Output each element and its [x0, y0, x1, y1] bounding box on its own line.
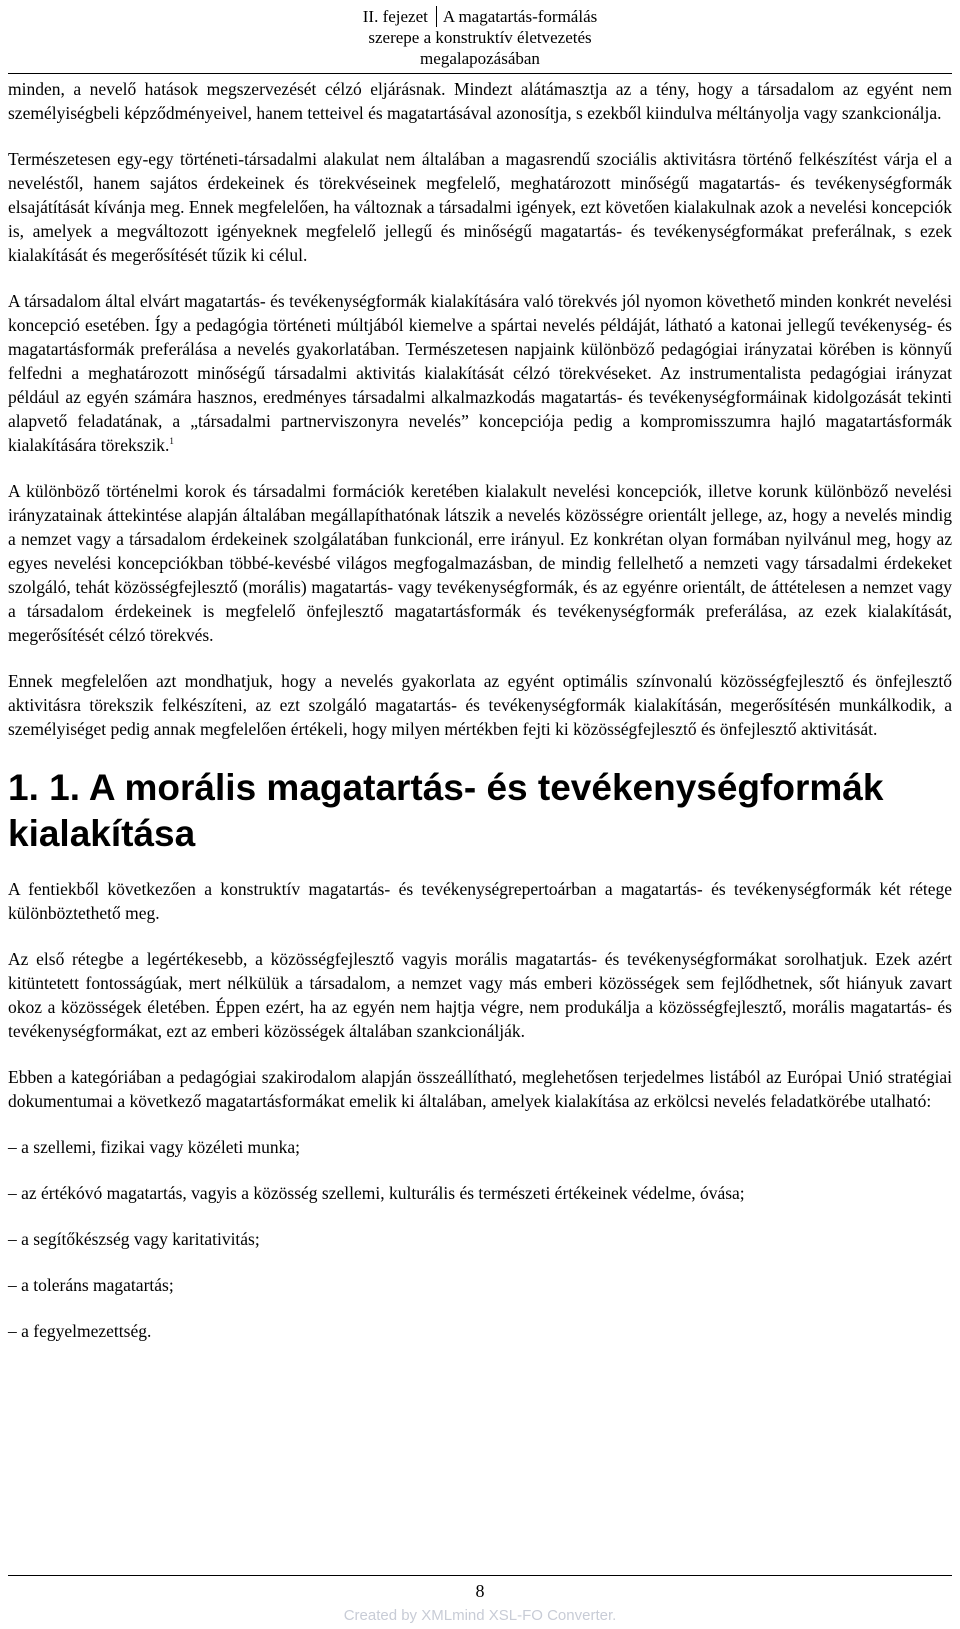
- list-item: – az értékóvó magatartás, vagyis a közösség szellemi, kulturális és természeti értékeinek védelme, óvása;: [8, 1183, 745, 1203]
- section-paragraph: Ebben a kategóriában a pedagógiai szakirodalom alapján összeállítható, meglehetősen terjedelmes listából az Európai Unió stratégiai dokumentumai a következő magatartásformákat emelik ki általában, amelyek kialakítása az erkölcsi nevelés feladatkörébe utalható:: [8, 1067, 952, 1111]
- page-number: 8: [475, 1581, 485, 1601]
- list-item: – a toleráns magatartás;: [8, 1275, 174, 1295]
- running-header: [0, 6, 960, 69]
- page-content: [8, 77, 952, 1365]
- section-paragraph: A fentiekből következően a konstruktív magatartás- és tevékenységrepertoárban a magatartás- és tevékenységformák két rétege különböztethető meg.: [8, 879, 952, 923]
- list-item: – a szellemi, fizikai vagy közéleti munka;: [8, 1137, 301, 1157]
- chapter-title-line-2: szerepe a konstruktív életvezetés: [368, 28, 592, 47]
- paragraph: Természetesen egy-egy történeti-társadalmi alakulat nem általában a magasrendű szociális aktivitásra történő felkészítést várja el a neveléstől, hanem sajátos érdekeinek és törekvéseinek megfelelő, meghatározott minőségű magatartás- és tevékenységformák elsajátítását kívánja meg. Ennek megfelelően, ha változnak a társadalmi igények, ezt követően kialakulnak azok a nevelési koncepciók is, amelyek a megváltozott igényeknek megfelelő jellegű és minőségű magatartás- és tevékenységformákat preferálnak, s ezek kialakítását és megerősítését tűzik ki célul.: [8, 149, 952, 265]
- footer-divider: [8, 1575, 952, 1576]
- paragraph: A különböző történelmi korok és társadalmi formációk keretében kialakult nevelési koncepciók, illetve korunk különböző nevelési irányzatainak áttekintése alapján általában megállapíthatónak látszik a nevelés közösségre orientált jellege, az, hogy a nevelés mindig a nemzet vagy a társadalom érdekeinek szolgálatában funkcionál, erre irányul. Ez konkrétan olyan formában nyilvánul meg, hogy az egyes nevelési koncepciókban többé-kevésbé világos megfogalmazásban, de mindig fellelhető a nemzeti vagy társadalmi érdekeket szolgáló, tehát közösségfejlesztő (morális) magatartás- vagy tevékenységformák, és az egyénre orientált, de áttételesen a nemzet vagy a társadalom érdekeinek is megfelelő önfejlesztő magatartásformák és tevékenységformák preferálása, az ezek kialakítását, megerősítését célzó törekvés.: [8, 481, 952, 645]
- paragraph: Ennek megfelelően azt mondhatjuk, hogy a nevelés gyakorlata az egyént optimális színvonalú közösségfejlesztő és önfejlesztő aktivitásra törekszik felkészíteni, az ezt szolgáló magatartás- és tevékenységformák kialakításán, megerősítésén munkálkodik, a személyiséget pedig annak megfelelően értékeli, hogy milyen mértékben fejti ki közösségfejlesztő és önfejlesztő aktivitását.: [8, 671, 952, 739]
- footnote-marker[interactable]: 1: [169, 436, 174, 447]
- header-line-1: [0, 6, 960, 27]
- paragraph-text: A társadalom által elvárt magatartás- és tevékenységformák kialakítására való törekvés jól nyomon követhető minden konkrét nevelési koncepció esetében. Így a pedagógia történeti múltjából kiemelve a spártai nevelés példáját, látható a katonai jellegű tevékenység- és magatartásformák preferálása a nevelés gyakorlatában. Természetesen napjaink különböző pedagógiai irányzatai körében is könnyű felfedni a meghatározott minőségű társadalmi aktivitás kialakítását célzó törekvéseket. Az instrumentalista pedagógiai irányzat például az egyén számára hasznos, eredményes társadalmi alkalmazkodás magatartás- és tevékenységformáinak kidolgozását tekinti alapvető feladatának, a „társadalmi partnerviszonyra nevelés” koncepciója pedig a kompromisszumra hajló magatartásformák kialakítására törekszik.: [8, 291, 952, 455]
- list-item: – a segítőkészség vagy karitativitás;: [8, 1229, 260, 1249]
- list-item: – a fegyelmezettség.: [8, 1321, 152, 1341]
- converter-watermark: Created by XMLmind XSL-FO Converter.: [343, 1607, 617, 1624]
- paragraph-with-footnote: [8, 289, 952, 457]
- chapter-title-line-1: A magatartás-formálás: [442, 7, 598, 26]
- chapter-title-line-3: megalapozásában: [420, 49, 540, 68]
- section-heading: 1. 1. A morális magatartás- és tevékenységformák kialakítása: [8, 767, 884, 854]
- behavior-list: [8, 1135, 952, 1343]
- header-divider: [8, 73, 952, 74]
- paragraph-continuation: minden, a nevelő hatások megszervezését célzó eljárásnak. Mindezt alátámasztja az a tény, hogy a társadalom az egyént nem személyiségbeli képződményeivel, hanem tetteivel és magatartásával azonosítja, s ezekből kiindulva méltányolja vagy szankcionálja.: [8, 79, 952, 123]
- section-paragraph: Az első rétegbe a legértékesebb, a közösségfejlesztő vagyis morális magatartás- és tevékenységformákat sorolhatjuk. Ezek azért kitüntetett fontosságúak, mert nélkülük a társadalom, a nemzet vagy más emberi közösségek sem fejlődhetnek, sőt hiányuk zavart okoz a közösségek életében. Éppen ezért, ha az egyén nem hajtja végre, nem produkálja a közösségfejlesztő, morális magatartás- és tevékenységformákat, ezt az emberi közösségek általában szankcionálják.: [8, 949, 952, 1041]
- chapter-label: II. fejezet: [363, 6, 437, 27]
